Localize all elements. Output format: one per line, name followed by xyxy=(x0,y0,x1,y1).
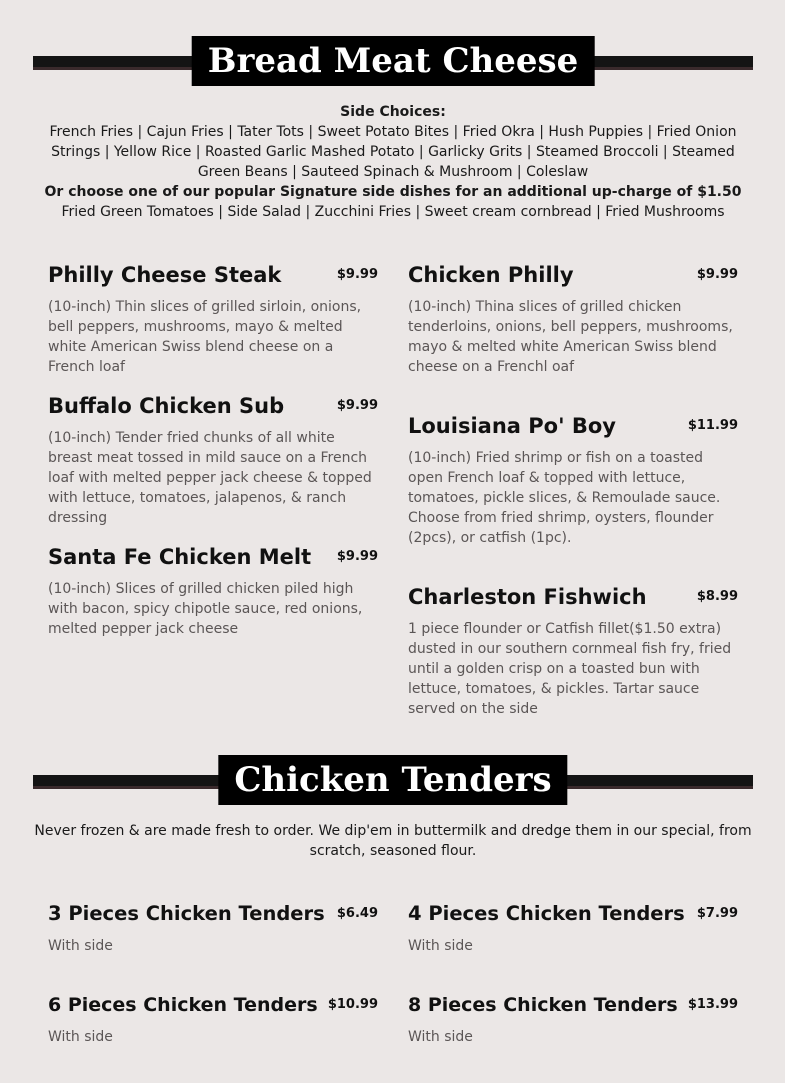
item-description: (10-inch) Tender fried chunks of all white breast meat tossed in mild sauce on a French loaf with melted pepper jack cheese & topped with lettuce, tomatoes, jalapenos, & ranch dressing xyxy=(48,430,372,526)
item-description: 1 piece flounder or Catfish fillet($1.50 extra) dusted in our southern cornmeal fish fry, fried until a golden crisp on a toasted bun with lettuce, tomatoes, & pickles. Tartar sauce served on the side xyxy=(408,621,732,717)
item-price: $9.99 xyxy=(696,267,738,282)
item-price: $9.99 xyxy=(336,549,378,564)
item-price: $13.99 xyxy=(687,997,738,1012)
item-description: With side xyxy=(48,1029,113,1045)
side-choices xyxy=(33,102,753,222)
signature-note: Or choose one of our popular Signature side dishes for an additional up-charge of $1.50 xyxy=(44,184,742,200)
item-description: (10-inch) Thin slices of grilled sirloin, onions, bell peppers, mushrooms, mayo & melted white American Swiss blend cheese on a French loaf xyxy=(48,299,362,375)
item-name: 4 Pieces Chicken Tenders xyxy=(408,902,685,925)
item-price: $9.99 xyxy=(336,398,378,413)
item-price: $11.99 xyxy=(687,418,738,433)
item-price: $6.49 xyxy=(336,906,378,921)
item-price: $10.99 xyxy=(327,997,378,1012)
item-name: 3 Pieces Chicken Tenders xyxy=(48,902,325,925)
section-title: Chicken Tenders xyxy=(218,755,567,805)
item-name: Louisiana Po' Boy xyxy=(408,414,616,438)
item-description: (10-inch) Fried shrimp or fish on a toasted open French loaf & topped with lettuce, tomatoes, pickle slices, & Remoulade sauce. Choose from fried shrimp, oysters, flounder (2pcs), or catfish (1pc). xyxy=(408,450,721,546)
item-description: With side xyxy=(408,1029,473,1045)
item-description: With side xyxy=(48,938,113,954)
signature-list: Fried Green Tomatoes | Side Salad | Zucchini Fries | Sweet cream cornbread | Fried Mushrooms xyxy=(61,204,725,220)
item-price: $7.99 xyxy=(696,906,738,921)
item-name: 8 Pieces Chicken Tenders xyxy=(408,994,678,1016)
chicken-tenders-header xyxy=(33,755,753,807)
item-name: Buffalo Chicken Sub xyxy=(48,394,285,418)
section-title: Bread Meat Cheese xyxy=(192,36,595,86)
intro-text: Never frozen & are made fresh to order. We dip'em in buttermilk and dredge them in our special, from scratch, seasoned flour. xyxy=(34,823,752,859)
item-name: 6 Pieces Chicken Tenders xyxy=(48,994,318,1016)
chicken-tenders-intro xyxy=(33,821,753,861)
item-price: $8.99 xyxy=(696,589,738,604)
item-description: With side xyxy=(408,938,473,954)
item-description: (10-inch) Slices of grilled chicken piled high with bacon, spicy chipotle sauce, red onions, melted pepper jack cheese xyxy=(48,581,363,637)
item-name: Philly Cheese Steak xyxy=(48,263,282,287)
bread-meat-cheese-header xyxy=(33,36,753,88)
side-choices-label: Side Choices: xyxy=(340,104,446,120)
side-choices-list: French Fries | Cajun Fries | Tater Tots | Sweet Potato Bites | Fried Okra | Hush Puppies | Fried Onion Strings | Yellow Rice | Roasted Garlic Mashed Potato | Garlicky Grits | Steamed Broccoli | Steamed Green Beans | Sauteed Spinach & Mushroom | Coleslaw xyxy=(49,124,737,180)
item-name: Santa Fe Chicken Melt xyxy=(48,545,312,569)
item-name: Chicken Philly xyxy=(408,263,574,287)
item-price: $9.99 xyxy=(336,267,378,282)
item-name: Charleston Fishwich xyxy=(408,585,647,609)
item-description: (10-inch) Thina slices of grilled chicken tenderloins, onions, bell peppers, mushrooms, mayo & melted white American Swiss blend cheese on a Frenchl oaf xyxy=(408,299,733,375)
